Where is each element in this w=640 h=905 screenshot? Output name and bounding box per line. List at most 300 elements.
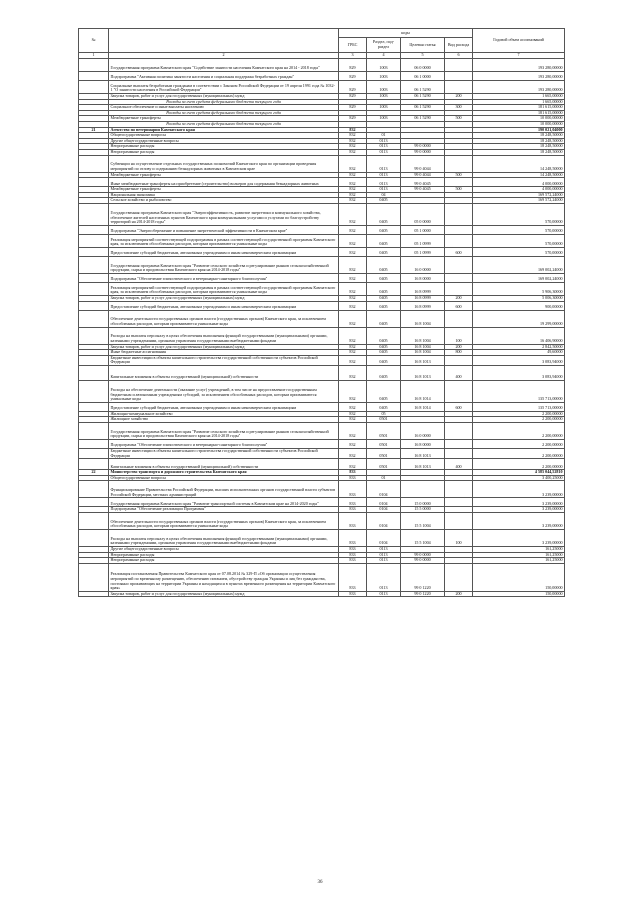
row-sum: 2 200,00000	[473, 417, 565, 423]
row-razdel: 0405	[367, 350, 401, 356]
row-number	[79, 498, 109, 507]
row-sum: 3 239,00000	[473, 507, 565, 513]
row-razdel: 0405	[367, 310, 401, 327]
row-grbs: 833	[339, 470, 367, 476]
table-row	[79, 310, 565, 327]
row-target-article: 16 8 0999	[401, 295, 445, 301]
row-razdel: 0104	[367, 481, 401, 498]
row-number	[79, 155, 109, 172]
row-expense-type	[445, 72, 473, 81]
row-sum: 18 248,50000	[473, 138, 565, 144]
table-row	[79, 72, 565, 81]
row-sum: 2 200,00000	[473, 411, 565, 417]
row-number	[79, 402, 109, 411]
row-number	[79, 481, 109, 498]
row-sum: 193 280,00000	[473, 81, 565, 94]
row-grbs: 832	[339, 138, 367, 144]
row-razdel: 0113	[367, 138, 401, 144]
row-name: Сельское хозяйство и рыболовство	[109, 198, 339, 204]
row-sum: 3 083,94000	[473, 365, 565, 380]
row-razdel: 0104	[367, 513, 401, 530]
row-sum: 570,00000	[473, 225, 565, 234]
row-name: Реализация постановления Правительства Камчатского края от 07.08.2014 № 329-П «Об организации осуществления мероприятий по временному размещению, обеспечению питанием, обустройству граждан Украины и лиц без гражданства, постоянно проживающих на территории Украины и находящихся в пунктах временного размещения на территории Камчатского края»	[109, 563, 339, 591]
row-grbs: 832	[339, 327, 367, 344]
row-grbs: 832	[339, 402, 367, 411]
row-sum: 161,25000	[473, 558, 565, 564]
row-target-article: 16 8 1004	[401, 310, 445, 327]
row-razdel: 1003	[367, 59, 401, 72]
row-sum: 2 200,00000	[473, 423, 565, 440]
row-name: Национальная экономика	[109, 192, 339, 198]
row-razdel: 0405	[367, 402, 401, 411]
row-grbs: 832	[339, 234, 367, 247]
row-grbs: 832	[339, 187, 367, 193]
row-name: Государственная программа Камчатского края "Развитие сельского хозяйства и регулирование рынков сельскохозяйственной продукции, сырья и продовольствия Камчатского края на 2014-2018 годы"	[109, 256, 339, 273]
table-row	[79, 234, 565, 247]
row-expense-type	[445, 256, 473, 273]
row-expense-type	[445, 203, 473, 225]
table-row	[79, 365, 565, 380]
row-razdel: 01	[367, 133, 401, 139]
row-number	[79, 591, 109, 597]
row-number	[79, 440, 109, 449]
row-sum: 14 248,50000	[473, 155, 565, 172]
row-sum: 3 400,25000	[473, 475, 565, 481]
table-row	[79, 423, 565, 440]
row-razdel: 0405	[367, 225, 401, 234]
row-razdel: 0113	[367, 563, 401, 591]
row-grbs: 832	[339, 149, 367, 155]
row-razdel: 0405	[367, 282, 401, 295]
row-target-article: 16 8 1013	[401, 449, 445, 459]
row-target-article: 16 0 0000	[401, 423, 445, 440]
row-number	[79, 563, 109, 591]
row-grbs: 832	[339, 350, 367, 356]
table-row	[79, 203, 565, 225]
row-sum: 135 713,00000	[473, 380, 565, 402]
row-expense-type	[445, 481, 473, 498]
table-row	[79, 59, 565, 72]
row-number	[79, 178, 109, 187]
row-name: Общегосударственные вопросы	[109, 133, 339, 139]
row-number	[79, 81, 109, 94]
row-target-article: 16 8 1004	[401, 350, 445, 356]
row-name: Иные бюджетные ассигнования	[109, 350, 339, 356]
row-name: Подпрограмма "Обеспечение эпизоотического и ветеринарно-санитарного благополучия"	[109, 273, 339, 282]
row-number	[79, 256, 109, 273]
row-grbs: 832	[339, 411, 367, 417]
row-name: Государственная программа Камчатского края "Развитие транспортной системы в Камчатском крае на 2014-2020 годы"	[109, 498, 339, 507]
row-razdel: 0405	[367, 256, 401, 273]
row-grbs: 832	[339, 355, 367, 365]
table-row	[79, 498, 565, 507]
row-razdel: 1003	[367, 94, 401, 100]
row-number	[79, 513, 109, 530]
row-target-article: 16 8 0999	[401, 282, 445, 295]
row-name: Непрограммные расходы	[109, 149, 339, 155]
row-sum: 5 906,30000	[473, 282, 565, 295]
row-target-article: 99 0 0000	[401, 558, 445, 564]
row-target-article: 99 0 4044	[401, 155, 445, 172]
row-number: 22	[79, 470, 109, 476]
row-sum: 169 572,24000	[473, 198, 565, 204]
row-name: Общегосударственные вопросы	[109, 475, 339, 481]
row-number	[79, 365, 109, 380]
row-grbs: 832	[339, 247, 367, 256]
row-number	[79, 273, 109, 282]
row-razdel: 05	[367, 411, 401, 417]
row-grbs: 833	[339, 530, 367, 547]
row-name: Жилищное хозяйство	[109, 417, 339, 423]
row-target-article: 05 1 0000	[401, 225, 445, 234]
row-expense-type	[445, 81, 473, 94]
row-razdel: 0405	[367, 273, 401, 282]
row-grbs: 832	[339, 172, 367, 178]
row-expense-type	[445, 225, 473, 234]
row-name: Межбюджетные трансферты	[109, 172, 339, 178]
row-expense-type	[445, 310, 473, 327]
row-name: Государственная программа Камчатского края "Энергоэффективность, развитие энергетики и коммунального хозяйства, обеспечение жителей населенных пунктов Камчатского края коммунальными услугами и услугами по благоустройству территорий на 2014-2018 годы"	[109, 203, 339, 225]
row-sum: 19 299,00000	[473, 310, 565, 327]
table-row	[79, 563, 565, 591]
row-sum: 161,25000	[473, 552, 565, 558]
row-grbs: 832	[339, 459, 367, 470]
row-target-article: 16 8 1013	[401, 355, 445, 365]
row-grbs: 829	[339, 59, 367, 72]
row-target-article: 15 5 0000	[401, 507, 445, 513]
row-grbs: 833	[339, 563, 367, 591]
col-header-name	[109, 29, 339, 53]
row-sum: 900,00000	[473, 301, 565, 310]
row-grbs: 829	[339, 94, 367, 100]
row-grbs: 832	[339, 155, 367, 172]
col-header-codes: коды	[339, 29, 473, 38]
row-razdel: 0113	[367, 591, 401, 597]
row-sum: 18 248,50000	[473, 149, 565, 155]
row-expense-type: 600	[445, 247, 473, 256]
row-sum: 3 239,00000	[473, 513, 565, 530]
row-target-article: 99 0 0000	[401, 552, 445, 558]
row-sum: 150,00000	[473, 591, 565, 597]
table-row	[79, 355, 565, 365]
row-sum: 2 200,00000	[473, 459, 565, 470]
row-grbs: 832	[339, 449, 367, 459]
row-razdel: 0405	[367, 344, 401, 350]
row-grbs: 832	[339, 256, 367, 273]
row-grbs: 832	[339, 282, 367, 295]
row-number	[79, 449, 109, 459]
row-name: Предоставление субсидий бюджетным, автономным учреждениям и иным некоммерческим организациям	[109, 301, 339, 310]
row-number	[79, 234, 109, 247]
table-row	[79, 273, 565, 282]
row-razdel: 0405	[367, 327, 401, 344]
col-header-sum: Годовой объем ассигнований	[473, 29, 565, 53]
row-number	[79, 59, 109, 72]
row-name: Иные межбюджетные трансферты на приобретение (строительство) вольеров для содержания безнадзорных животных	[109, 178, 339, 187]
row-sum: 2 200,00000	[473, 440, 565, 449]
row-name: Подпрограмма "Обеспечение эпизоотического и ветеринарно-санитарного благополучия"	[109, 440, 339, 449]
row-sum: 4 585 044,52810	[473, 470, 565, 476]
row-razdel: 01	[367, 475, 401, 481]
row-target-article: 99 0 1220	[401, 591, 445, 597]
row-name: Подпрограмма "Обеспечение реализации Программы"	[109, 507, 339, 513]
row-razdel: 0501	[367, 449, 401, 459]
row-sum: 18 248,50000	[473, 133, 565, 139]
table-row	[79, 155, 565, 172]
row-grbs: 833	[339, 558, 367, 564]
row-razdel: 1003	[367, 72, 401, 81]
row-name: Подпрограмма "Активная политика занятости населения и социальная поддержка безработных граждан"	[109, 72, 339, 81]
row-sum: 2 200,00000	[473, 449, 565, 459]
row-grbs: 833	[339, 507, 367, 513]
col-header-razdel: Раздел, под-раздел	[367, 38, 401, 53]
row-sum: 14 248,50000	[473, 172, 565, 178]
row-target-article: 16 8 0000	[401, 273, 445, 282]
row-razdel: 0405	[367, 355, 401, 365]
row-name: Бюджетные инвестиции в объекты капитального строительства государственной собственности субъектов Российской Федерации	[109, 449, 339, 459]
col-header-vr: Вид расхода	[445, 38, 473, 53]
row-grbs: 833	[339, 498, 367, 507]
row-target-article: 99 0 4045	[401, 187, 445, 193]
row-sum: 181 615,00000	[473, 110, 565, 116]
row-number	[79, 282, 109, 295]
row-target-article: 15 5 1004	[401, 513, 445, 530]
col-number: 5	[401, 53, 445, 59]
row-sum: 16 406,90000	[473, 327, 565, 344]
row-name: Межбюджетные трансферты	[109, 116, 339, 122]
budget-table	[78, 28, 565, 597]
row-target-article: 99 0 0000	[401, 149, 445, 155]
row-sum: 10 000,00000	[473, 116, 565, 122]
row-expense-type	[445, 380, 473, 402]
row-razdel: 0104	[367, 498, 401, 507]
row-expense-type: 500	[445, 116, 473, 122]
row-sum: 4 000,00000	[473, 178, 565, 187]
row-target-article: 16 8 0999	[401, 301, 445, 310]
row-name: Предоставление субсидий бюджетным, автономным учреждениям и иным некоммерческим организациям	[109, 402, 339, 411]
row-expense-type	[445, 234, 473, 247]
row-number	[79, 380, 109, 402]
row-expense-type: 500	[445, 172, 473, 178]
row-grbs: 832	[339, 273, 367, 282]
table-row	[79, 440, 565, 449]
row-name: Закупка товаров, работ и услуг для государственных (муниципальных) нужд	[109, 344, 339, 350]
col-number: 6	[445, 53, 473, 59]
table-row	[79, 282, 565, 295]
row-expense-type	[445, 155, 473, 172]
row-razdel: 0501	[367, 423, 401, 440]
row-name: Другие общегосударственные вопросы	[109, 138, 339, 144]
row-expense-type	[445, 440, 473, 449]
row-name: Закупка товаров, работ и услуг для государственных (муниципальных) нужд	[109, 295, 339, 301]
row-grbs: 832	[339, 225, 367, 234]
row-target-article: 16 8 1004	[401, 344, 445, 350]
row-sum: 3 239,00000	[473, 498, 565, 507]
row-sum: 2 842,50000	[473, 344, 565, 350]
row-sum: 169 002,24000	[473, 273, 565, 282]
row-sum: 570,00000	[473, 234, 565, 247]
row-name: Социальные выплаты безработным гражданам в соответствии с Законом Российской Федерации от 19 апреля 1991 года № 1032-1 "О занятости населения в Российской Федерации"	[109, 81, 339, 94]
row-expense-type: 600	[445, 402, 473, 411]
row-razdel: 0501	[367, 417, 401, 423]
row-grbs: 832	[339, 178, 367, 187]
row-target-article: 16 0 0000	[401, 256, 445, 273]
row-number	[79, 301, 109, 310]
row-name: Другие общегосударственные вопросы	[109, 547, 339, 553]
row-sum: 5 006,30000	[473, 295, 565, 301]
row-target-article: 05 1 0999	[401, 247, 445, 256]
row-number	[79, 327, 109, 344]
row-razdel: 0405	[367, 295, 401, 301]
row-expense-type: 400	[445, 365, 473, 380]
row-expense-type: 100	[445, 530, 473, 547]
row-razdel: 1003	[367, 105, 401, 111]
row-name: Расходы на выплаты персоналу в целях обеспечения выполнения функций государственными (муниципальными) органами, казенными учреждениями, органами управления государственными внебюджетными фондами	[109, 530, 339, 547]
row-name: Агентство по ветеринарии Камчатского края	[109, 127, 339, 133]
row-expense-type	[445, 498, 473, 507]
row-grbs: 832	[339, 344, 367, 350]
row-sum: 190 021,04000	[473, 127, 565, 133]
row-expense-type	[445, 59, 473, 72]
row-name: Расходы за счет средств федерального бюджета текущего года	[109, 110, 339, 116]
row-grbs: 832	[339, 133, 367, 139]
row-name: Расходы на обеспечение деятельности (оказание услуг) учреждений, в том числе на предоставление государственным бюджетным и автономным учреждениям субсидий, за исключением обособленных расходов, которым присваиваются уникальные коды	[109, 380, 339, 402]
row-target-article: 16 8 0000	[401, 440, 445, 449]
row-name: Государственная программа Камчатского края "Содействие занятости населения Камчатского края на 2014 - 2018 годы"	[109, 59, 339, 72]
row-razdel: 0113	[367, 547, 401, 553]
row-sum: 3 239,00000	[473, 530, 565, 547]
row-razdel: 0113	[367, 178, 401, 187]
row-name: Бюджетные инвестиции в объекты капитального строительства государственной собственности субъектов Российской Федерации	[109, 355, 339, 365]
row-razdel: 0405	[367, 380, 401, 402]
row-expense-type	[445, 273, 473, 282]
row-name: Субвенции на осуществление отдельных государственных полномочий Камчатского края по организации проведения мероприятий по отлову и содержанию безнадзорных животных в Камчатском крае	[109, 155, 339, 172]
row-grbs: 832	[339, 365, 367, 380]
row-razdel: 0113	[367, 149, 401, 155]
row-sum: 3 083,94000	[473, 355, 565, 365]
row-target-article: 16 8 1014	[401, 402, 445, 411]
row-grbs: 833	[339, 547, 367, 553]
budget-page	[78, 28, 564, 597]
row-sum: 169 002,24000	[473, 256, 565, 273]
row-name: Закупка товаров, работ и услуг для государственных (муниципальных) нужд	[109, 94, 339, 100]
row-razdel: 0113	[367, 172, 401, 178]
row-grbs: 829	[339, 81, 367, 94]
table-row	[79, 459, 565, 470]
row-expense-type	[445, 423, 473, 440]
col-header-num: №	[79, 29, 109, 53]
row-grbs: 833	[339, 552, 367, 558]
row-sum: 150,00000	[473, 563, 565, 591]
row-name: Расходы на выплаты персоналу в целях обеспечения выполнения функций государственными (муниципальными) органами, казенными учреждениями, органами управления государственными внебюджетными фондами	[109, 327, 339, 344]
row-name: Государственная программа Камчатского края "Развитие сельского хозяйства и регулирование рынков сельскохозяйственной продукции, сырья и продовольствия Камчатского края на 2014-2018 годы"	[109, 423, 339, 440]
row-target-article: 05 0 0000	[401, 203, 445, 225]
row-grbs: 832	[339, 144, 367, 150]
table-row	[79, 247, 565, 256]
row-sum: 10 000,00000	[473, 121, 565, 127]
col-header-grbs: ГРБС	[339, 38, 367, 53]
row-target-article: 99 0 4045	[401, 178, 445, 187]
row-expense-type: 100	[445, 327, 473, 344]
row-name: Функционирование Правительства Российской Федерации, высших исполнительных органов государственной власти субъектов Российской Федерации, местных администраций	[109, 481, 339, 498]
row-grbs: 832	[339, 301, 367, 310]
row-grbs: 832	[339, 198, 367, 204]
table-row	[79, 513, 565, 530]
row-grbs: 829	[339, 105, 367, 111]
row-sum: 181 615,00000	[473, 105, 565, 111]
row-target-article: 06 1 5290	[401, 105, 445, 111]
row-name: Реализация мероприятий соответствующей подпрограммы в рамках соответствующей государственной программы Камчатского края, за исключением обособленных расходов, которым присваиваются уникальные коды	[109, 234, 339, 247]
row-expense-type	[445, 513, 473, 530]
table-row	[79, 530, 565, 547]
row-number	[79, 355, 109, 365]
row-razdel: 0501	[367, 440, 401, 449]
row-razdel: 0113	[367, 552, 401, 558]
table-row	[79, 481, 565, 498]
row-razdel: 0405	[367, 247, 401, 256]
row-number	[79, 530, 109, 547]
row-name: Непрограммные расходы	[109, 144, 339, 150]
table-row	[79, 402, 565, 411]
row-grbs: 833	[339, 513, 367, 530]
row-expense-type: 400	[445, 459, 473, 470]
row-target-article: 06 1 5290	[401, 81, 445, 94]
row-razdel: 0113	[367, 187, 401, 193]
row-razdel: 1003	[367, 116, 401, 122]
row-sum: 169 572,24000	[473, 192, 565, 198]
row-razdel: 0405	[367, 234, 401, 247]
row-expense-type: 500	[445, 187, 473, 193]
row-sum: 193 280,00000	[473, 59, 565, 72]
row-grbs: 832	[339, 127, 367, 133]
row-sum: 1 665,00000	[473, 99, 565, 105]
row-grbs: 833	[339, 591, 367, 597]
row-name: Обеспечение деятельности государственных органов власти (государственных органов) Камчатского края, за исключением обособленных расходов, которым присваиваются уникальные коды	[109, 513, 339, 530]
row-expense-type: 200	[445, 591, 473, 597]
row-grbs: 832	[339, 203, 367, 225]
row-number	[79, 247, 109, 256]
row-razdel: 0104	[367, 530, 401, 547]
row-target-article: 16 8 1013	[401, 365, 445, 380]
row-target-article	[401, 481, 445, 498]
row-grbs: 833	[339, 475, 367, 481]
table-row	[79, 449, 565, 459]
row-target-article: 99 0 0000	[401, 144, 445, 150]
row-expense-type: 600	[445, 301, 473, 310]
row-target-article: 16 8 1013	[401, 459, 445, 470]
table-row	[79, 225, 565, 234]
row-name: Обеспечение деятельности государственных органов власти (государственных органов) Камчатского края, за исключением обособленных расходов, которым присваиваются уникальные коды	[109, 310, 339, 327]
row-number	[79, 225, 109, 234]
row-expense-type	[445, 449, 473, 459]
row-name: Капитальные вложения в объекты государственной (муниципальной) собственности	[109, 365, 339, 380]
table-row	[79, 301, 565, 310]
row-sum: 161,25000	[473, 547, 565, 553]
row-name: Расходы за счет средств федерального бюджета текущего года	[109, 121, 339, 127]
row-number	[79, 423, 109, 440]
table-row	[79, 591, 565, 597]
row-sum: 18 248,50000	[473, 144, 565, 150]
row-sum: 193 280,00000	[473, 72, 565, 81]
row-razdel: 0113	[367, 558, 401, 564]
row-expense-type: 800	[445, 350, 473, 356]
page-number: 36	[317, 880, 323, 885]
row-target-article: 99 0 1220	[401, 563, 445, 591]
table-row	[79, 327, 565, 344]
row-sum: 570,00000	[473, 203, 565, 225]
row-expense-type: 300	[445, 105, 473, 111]
row-grbs: 832	[339, 440, 367, 449]
